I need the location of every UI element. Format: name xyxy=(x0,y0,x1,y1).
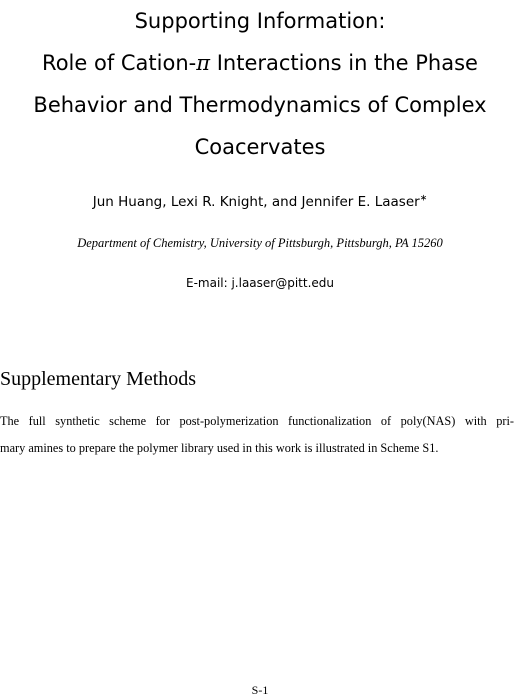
title-line-4: Coacervates xyxy=(194,135,326,159)
title-line-2-start: Role of Cation- xyxy=(42,51,197,75)
methods-paragraph xyxy=(0,408,514,462)
author-list xyxy=(0,192,520,212)
affiliation: Department of Chemistry, University of Pittsburgh, Pittsburgh, PA 15260 xyxy=(77,236,443,250)
page-number: S-1 xyxy=(251,683,269,697)
paragraph-line-2: mary amines to prepare the polymer library used in this work is illustrated in Scheme S1. xyxy=(0,441,439,455)
paragraph-line-1: The full synthetic scheme for post-polymerization functionalization of poly(NAS) with pri- xyxy=(0,414,514,428)
section-heading: Supplementary Methods xyxy=(0,368,197,390)
pi-symbol: π xyxy=(196,51,211,75)
title-line-3: Behavior and Thermodynamics of Complex xyxy=(33,93,487,117)
title-line-2-end: Interactions in the Phase xyxy=(210,51,478,75)
title-line-1: Supporting Information: xyxy=(134,9,386,33)
paper-title xyxy=(0,0,520,168)
title-line-2 xyxy=(0,42,520,84)
corresponding-author-mark: ∗ xyxy=(419,193,428,204)
contact-email: E-mail: j.laaser@pitt.edu xyxy=(185,276,335,290)
author-names: Jun Huang, Lexi R. Knight, and Jennifer E. Laaser xyxy=(92,194,420,210)
